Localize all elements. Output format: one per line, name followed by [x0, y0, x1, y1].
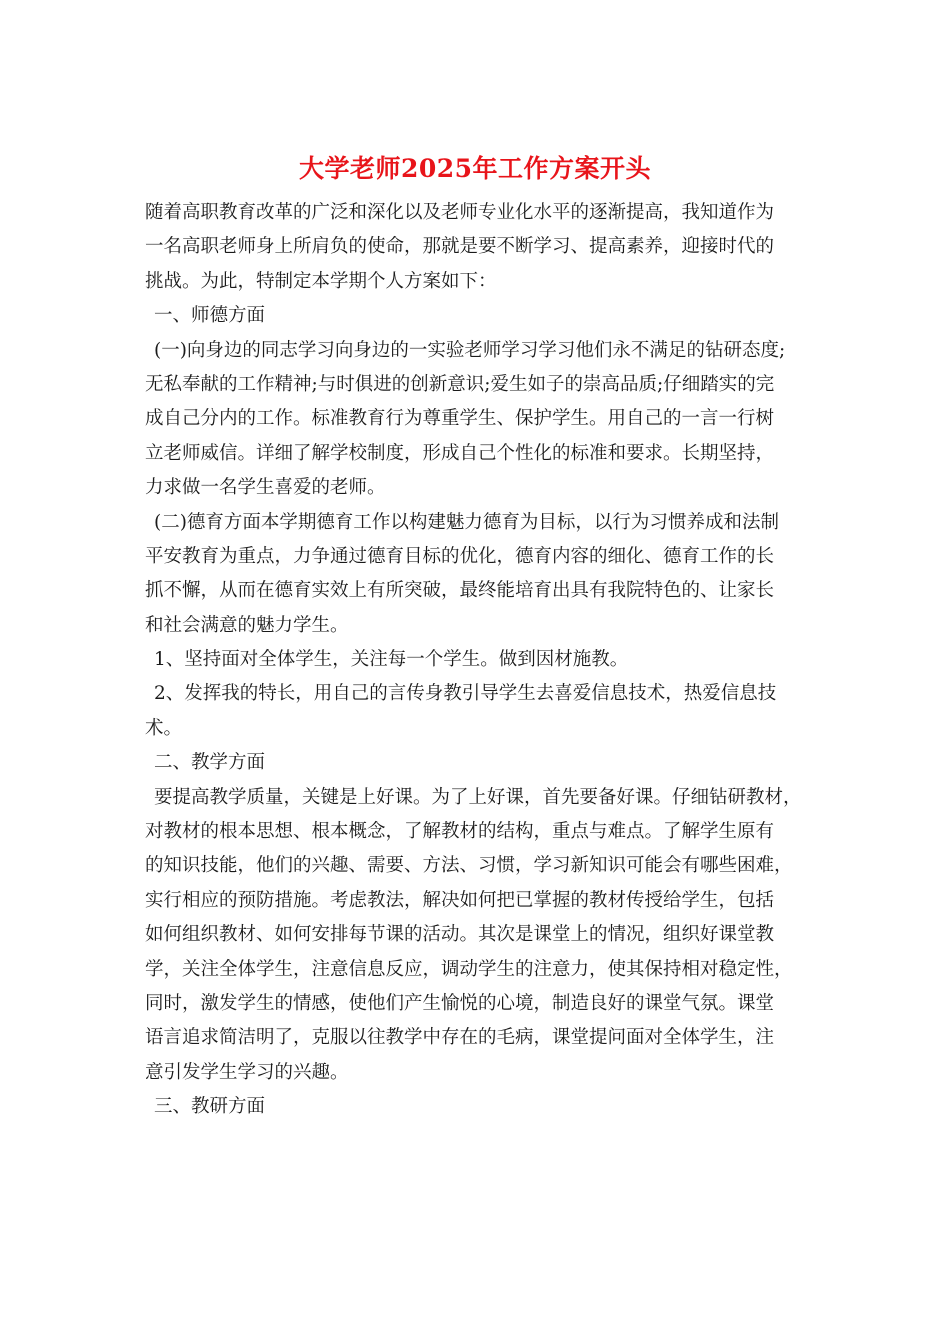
paragraph-line: 随着高职教育改革的广泛和深化以及老师专业化水平的逐渐提高，我知道作为 — [145, 202, 775, 223]
paragraph-line: 对教材的根本思想、根本概念，了解教材的结构，重点与难点。了解学生原有 — [145, 821, 775, 843]
paragraph-line: 同时，激发学生的情感，使他们产生愉悦的心境，制造良好的课堂气氛。课堂 — [145, 992, 775, 1014]
paragraph-line: 二、教学方面 — [154, 752, 266, 774]
paragraph-line: 1、坚持面对全体学生，关注每一个学生。做到因材施教。 — [154, 649, 629, 671]
paragraph-line: 无私奉献的工作精神;与时俱进的创新意识;爱生如子的崇高品质;仔细踏实的完 — [145, 373, 775, 395]
paragraph-line: 和社会满意的魅力学生。 — [145, 614, 349, 636]
document-body — [145, 196, 815, 1125]
paragraph-line: 实行相应的预防措施。考虑教法，解决如何把已掌握的教材传授给学生，包括 — [145, 889, 775, 911]
paragraph-line: 要提高教学质量，关键是上好课。为了上好课，首先要备好课。仔细钻研教材， — [154, 786, 802, 808]
paragraph-line: (一)向身边的同志学习向身边的一实验老师学习学习他们永不满足的钻研态度; — [154, 339, 786, 361]
paragraph-line: 2、发挥我的特长，用自己的言传身教引导学生去喜爱信息技术，热爱信息技 — [154, 683, 777, 705]
document-title: 大学老师2025年工作方案开头 — [298, 154, 652, 183]
paragraph-line: 挑战。为此，特制定本学期个人方案如下： — [145, 270, 497, 292]
paragraph-line: 立老师威信。详细了解学校制度，形成自己个性化的标准和要求。长期坚持， — [145, 442, 775, 464]
paragraph-line: 成自己分内的工作。标准教育行为尊重学生、保护学生。用自己的一言一行树 — [145, 408, 775, 430]
paragraph-line: 语言追求简洁明了，克服以往教学中存在的毛病，课堂提问面对全体学生，注 — [145, 1027, 775, 1049]
paragraph-line: 意引发学生学习的兴趣。 — [145, 1061, 349, 1083]
paragraph-line: (二)德育方面本学期德育工作以构建魅力德育为目标，以行为习惯养成和法制 — [154, 511, 779, 533]
paragraph-line: 术。 — [145, 717, 183, 739]
paragraph-line: 三、教研方面 — [154, 1096, 266, 1118]
paragraph-line: 抓不懈，从而在德育实效上有所突破，最终能培育出具有我院特色的、让家长 — [145, 580, 775, 602]
paragraph-line: 一名高职老师身上所肩负的使命，那就是要不断学习、提高素养，迎接时代的 — [145, 236, 775, 258]
paragraph-line: 学，关注全体学生，注意信息反应，调动学生的注意力，使其保持相对稳定性， — [145, 958, 793, 980]
paragraph-line: 平安教育为重点，力争通过德育目标的优化，德育内容的细化、德育工作的长 — [145, 545, 775, 567]
paragraph-line: 的知识技能，他们的兴趣、需要、方法、习惯，学习新知识可能会有哪些困难， — [145, 855, 793, 877]
paragraph-line: 一、师德方面 — [154, 305, 266, 327]
paragraph-line: 如何组织教材、如何安排每节课的活动。其次是课堂上的情况，组织好课堂教 — [145, 924, 775, 946]
paragraph-line: 力求做一名学生喜爱的老师。 — [145, 477, 386, 499]
